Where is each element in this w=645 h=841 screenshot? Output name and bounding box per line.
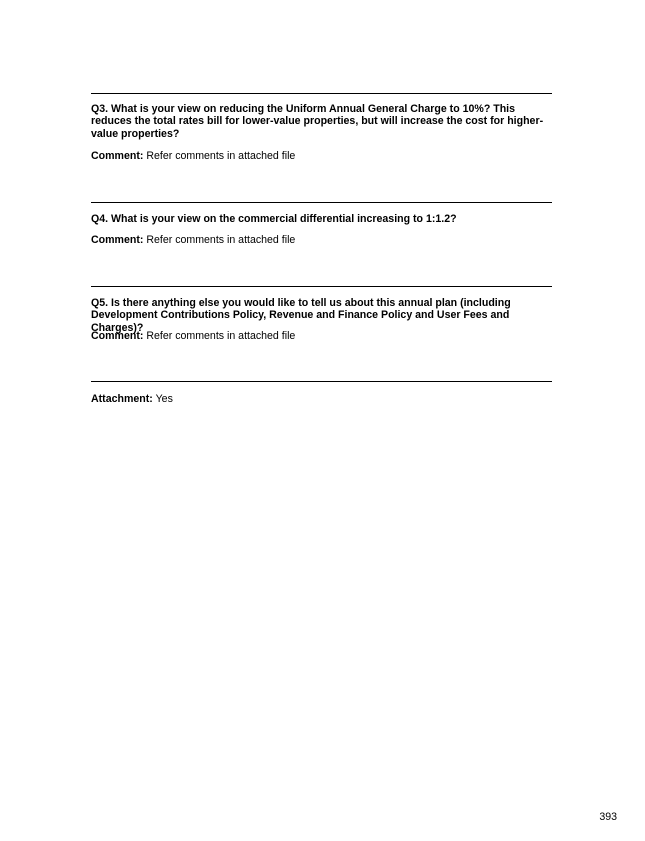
comment-label: Comment: bbox=[91, 150, 144, 162]
comment-q3 bbox=[91, 150, 556, 162]
question-q4: Q4. What is your view on the commercial differential increasing to 1:1.2? bbox=[91, 213, 457, 225]
attachment-line bbox=[91, 393, 556, 405]
comment-text: Refer comments in attached file bbox=[146, 330, 296, 342]
divider-line bbox=[91, 286, 552, 287]
divider-line bbox=[91, 381, 552, 382]
attachment-value: Yes bbox=[155, 393, 173, 405]
comment-q4 bbox=[91, 234, 556, 246]
attachment-label: Attachment: bbox=[91, 393, 153, 405]
comment-text: Refer comments in attached file bbox=[146, 234, 296, 246]
page-number: 393 bbox=[599, 811, 617, 823]
comment-label: Comment: bbox=[91, 234, 144, 246]
comment-text: Refer comments in attached file bbox=[146, 150, 296, 162]
question-q3: Q3. What is your view on reducing the Uniform Annual General Charge to 10%? This reduces the total rates bill for lower-value properties, but will increase the cost for higher-value properties? bbox=[91, 103, 544, 140]
comment-q5 bbox=[91, 330, 556, 342]
divider-line bbox=[91, 202, 552, 203]
divider-line bbox=[91, 93, 552, 94]
comment-label: Comment: bbox=[91, 330, 144, 342]
question-q5: Q5. Is there anything else you would like to tell us about this annual plan (including Development Contributions Policy, Revenue and Finance Policy and User Fees and Charges)? bbox=[91, 297, 511, 334]
